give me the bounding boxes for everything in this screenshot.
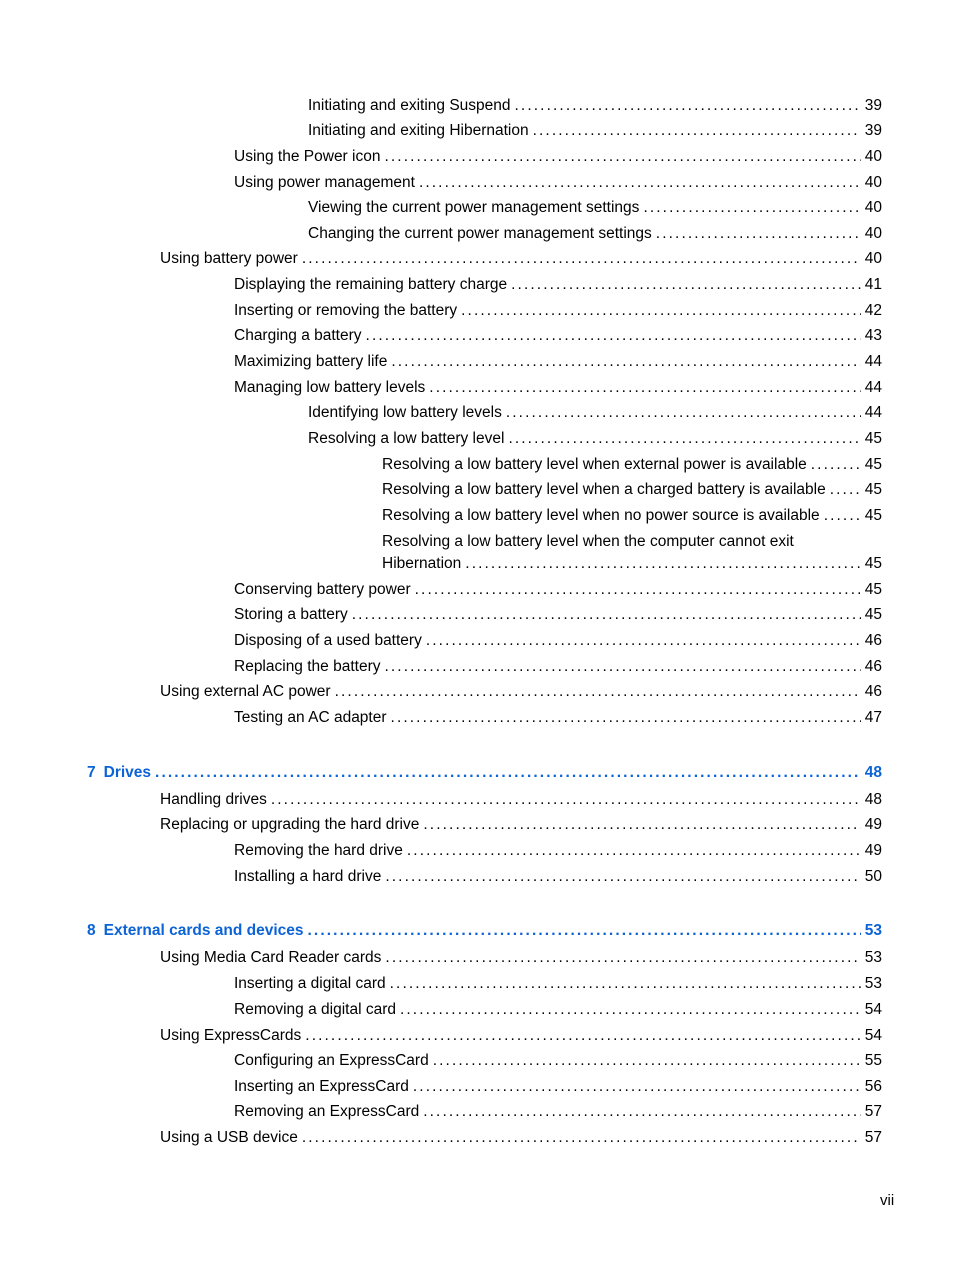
dot-leader — [811, 455, 861, 475]
dot-leader — [465, 554, 860, 574]
toc-entry-label: Resolving a low battery level when a charged battery is available — [382, 481, 826, 498]
dot-leader — [824, 506, 861, 526]
dot-leader — [415, 580, 861, 600]
toc-entry-label: Testing an AC adapter — [234, 709, 387, 726]
toc-entry-label: Using Media Card Reader cards — [160, 949, 382, 966]
dot-leader — [384, 657, 860, 677]
dot-leader — [830, 480, 861, 500]
toc-entry[interactable] — [234, 867, 882, 887]
toc-entry-page: 40 — [864, 199, 882, 216]
toc-entry[interactable] — [308, 96, 882, 116]
toc-entry-label: Replacing the battery — [234, 658, 381, 675]
chapter-page: 53 — [864, 922, 882, 939]
toc-entry-page: 39 — [864, 122, 882, 139]
toc-entry[interactable] — [308, 403, 882, 423]
dot-leader — [302, 1128, 861, 1148]
toc-entry-page: 49 — [864, 816, 882, 833]
toc-entry[interactable] — [234, 708, 882, 728]
dot-leader — [390, 974, 861, 994]
dot-leader — [271, 790, 861, 810]
dot-leader — [511, 275, 861, 295]
dot-leader — [385, 867, 860, 887]
toc-entry-label: Resolving a low battery level — [308, 430, 505, 447]
toc-entry-label: Removing the hard drive — [234, 842, 403, 859]
toc-entry-page: 57 — [864, 1103, 882, 1120]
dot-leader — [508, 429, 860, 449]
toc-entry-page: 40 — [864, 250, 882, 267]
toc-entry-page: 54 — [864, 1027, 882, 1044]
toc-entry-page: 47 — [864, 709, 882, 726]
dot-leader — [366, 326, 861, 346]
dot-leader — [384, 147, 860, 167]
dot-leader — [391, 352, 860, 372]
dot-leader — [335, 682, 861, 702]
toc-entry-label: Maximizing battery life — [234, 353, 388, 370]
toc-entry[interactable] — [382, 506, 882, 526]
toc-entry-label: Initiating and exiting Hibernation — [308, 122, 529, 139]
toc-entry-label: Installing a hard drive — [234, 868, 382, 885]
toc-entry-label: Using external AC power — [160, 683, 331, 700]
dot-leader — [305, 1026, 860, 1046]
toc-entry[interactable] — [234, 1102, 882, 1122]
toc-entry-page: 45 — [864, 555, 882, 572]
toc-entry[interactable] — [160, 1128, 882, 1148]
toc-entry-label: Removing an ExpressCard — [234, 1103, 420, 1120]
chapter-title: External cards and devices — [103, 922, 304, 939]
toc-entry[interactable] — [234, 147, 882, 167]
toc-entry-label: Using power management — [234, 174, 415, 191]
toc-entry[interactable] — [234, 841, 882, 861]
toc-entry[interactable] — [234, 275, 882, 295]
dot-leader — [433, 1051, 861, 1071]
toc-entry-page: 40 — [864, 148, 882, 165]
toc-entry-label: Initiating and exiting Suspend — [308, 97, 511, 114]
toc-entry-page: 40 — [864, 225, 882, 242]
page-number: vii — [880, 1192, 895, 1209]
toc-entry-page: 46 — [864, 683, 882, 700]
dot-leader — [302, 249, 861, 269]
dot-leader — [352, 605, 861, 625]
toc-entry-page: 46 — [864, 632, 882, 649]
dot-leader — [419, 173, 861, 193]
toc-entry-label: Identifying low battery levels — [308, 404, 502, 421]
toc-entry-page: 49 — [864, 842, 882, 859]
dot-leader — [643, 198, 860, 218]
toc-entry[interactable] — [234, 1077, 882, 1097]
toc-entry-label: Handling drives — [160, 791, 267, 808]
chapter-number: 8 — [87, 922, 96, 939]
toc-entry[interactable] — [234, 631, 882, 651]
dot-leader — [533, 121, 861, 141]
toc-entry-label: Displaying the remaining battery charge — [234, 276, 508, 293]
toc-entry-page: 42 — [864, 302, 882, 319]
toc-entry-label: Disposing of a used battery — [234, 632, 422, 649]
toc-entry[interactable] — [160, 790, 882, 810]
chapter-title: Drives — [103, 764, 152, 781]
dot-leader — [423, 1102, 861, 1122]
toc-entry[interactable] — [382, 554, 882, 574]
toc-entry-page: 48 — [864, 791, 882, 808]
toc-entry-label: Configuring an ExpressCard — [234, 1052, 429, 1069]
toc-entry-page: 56 — [864, 1078, 882, 1095]
toc-entry-label-line1[interactable]: Resolving a low battery level when the computer cannot exit — [382, 533, 794, 550]
toc-entry-page: 50 — [864, 868, 882, 885]
toc-entry[interactable] — [308, 198, 882, 218]
toc-entry-label: Charging a battery — [234, 327, 362, 344]
dot-leader — [429, 378, 860, 398]
toc-entry[interactable] — [234, 1051, 882, 1071]
toc-entry[interactable] — [382, 455, 882, 475]
toc-entry-label: Resolving a low battery level when no power source is available — [382, 507, 820, 524]
toc-entry[interactable] — [308, 121, 882, 141]
toc-entry-page: 44 — [864, 379, 882, 396]
toc-entry-page: 41 — [864, 276, 882, 293]
toc-entry-page: 57 — [864, 1129, 882, 1146]
dot-leader — [400, 1000, 861, 1020]
toc-entry-label: Removing a digital card — [234, 1001, 396, 1018]
toc-entry[interactable] — [234, 1000, 882, 1020]
toc-entry[interactable] — [382, 480, 882, 500]
toc-entry-page: 45 — [864, 581, 882, 598]
toc-entry[interactable] — [234, 974, 882, 994]
toc-entry[interactable] — [308, 429, 882, 449]
dot-leader — [391, 708, 861, 728]
toc-entry-label: Resolving a low battery level when external power is available — [382, 456, 807, 473]
toc-entry[interactable] — [234, 352, 882, 372]
dot-leader — [385, 948, 860, 968]
toc-entry-page: 53 — [864, 975, 882, 992]
toc-entry-label: Managing low battery levels — [234, 379, 426, 396]
toc-chapter-drives[interactable] — [87, 763, 882, 783]
dot-leader — [423, 815, 860, 835]
toc-entry-page: 40 — [864, 174, 882, 191]
toc-entry[interactable] — [160, 682, 882, 702]
toc-entry-page: 44 — [864, 404, 882, 421]
toc-entry-page: 45 — [864, 507, 882, 524]
toc-entry-label: Replacing or upgrading the hard drive — [160, 816, 420, 833]
dot-leader — [426, 631, 861, 651]
toc-entry[interactable] — [234, 173, 882, 193]
dot-leader — [461, 301, 861, 321]
chapter-number: 7 — [87, 764, 96, 781]
toc-entry-label: Storing a battery — [234, 606, 348, 623]
toc-entry-label: Inserting or removing the battery — [234, 302, 458, 319]
toc-entry-label: Using a USB device — [160, 1129, 298, 1146]
toc-entry-label: Viewing the current power management settings — [308, 199, 640, 216]
toc-entry[interactable] — [234, 605, 882, 625]
toc-entry[interactable] — [308, 224, 882, 244]
toc-entry-label: Changing the current power management settings — [308, 225, 652, 242]
toc-entry-page: 39 — [864, 97, 882, 114]
dot-leader — [308, 921, 861, 941]
toc-entry-page: 46 — [864, 658, 882, 675]
toc-entry[interactable] — [160, 948, 882, 968]
toc-chapter-external-cards[interactable] — [87, 921, 882, 941]
toc-entry-page: 45 — [864, 430, 882, 447]
toc-entry[interactable] — [160, 249, 882, 269]
toc-entry-label: Inserting a digital card — [234, 975, 386, 992]
toc-entry-label: Conserving battery power — [234, 581, 411, 598]
toc-entry-page: 45 — [864, 481, 882, 498]
toc-entry[interactable] — [234, 301, 882, 321]
dot-leader — [515, 96, 861, 116]
toc-entry-page: 53 — [864, 949, 882, 966]
toc-entry-page: 45 — [864, 456, 882, 473]
toc-entry[interactable] — [234, 378, 882, 398]
dot-leader — [413, 1077, 861, 1097]
toc-entry-label: Using battery power — [160, 250, 298, 267]
toc-entry-page: 43 — [864, 327, 882, 344]
toc-entry-page: 55 — [864, 1052, 882, 1069]
toc-entry[interactable] — [160, 1026, 882, 1046]
dot-leader — [656, 224, 861, 244]
toc-entry-label: Inserting an ExpressCard — [234, 1078, 409, 1095]
toc-entry[interactable] — [160, 815, 882, 835]
dot-leader — [407, 841, 861, 861]
dot-leader — [155, 763, 861, 783]
dot-leader — [506, 403, 861, 423]
toc-entry[interactable] — [234, 326, 882, 346]
toc-entry-page: 45 — [864, 606, 882, 623]
toc-entry-label: Hibernation — [382, 555, 462, 572]
toc-entry-label: Using ExpressCards — [160, 1027, 302, 1044]
toc-entry-page: 44 — [864, 353, 882, 370]
toc-entry[interactable] — [234, 657, 882, 677]
toc-entry-label: Using the Power icon — [234, 148, 381, 165]
chapter-page: 48 — [864, 764, 882, 781]
toc-entry-page: 54 — [864, 1001, 882, 1018]
toc-entry[interactable] — [234, 580, 882, 600]
